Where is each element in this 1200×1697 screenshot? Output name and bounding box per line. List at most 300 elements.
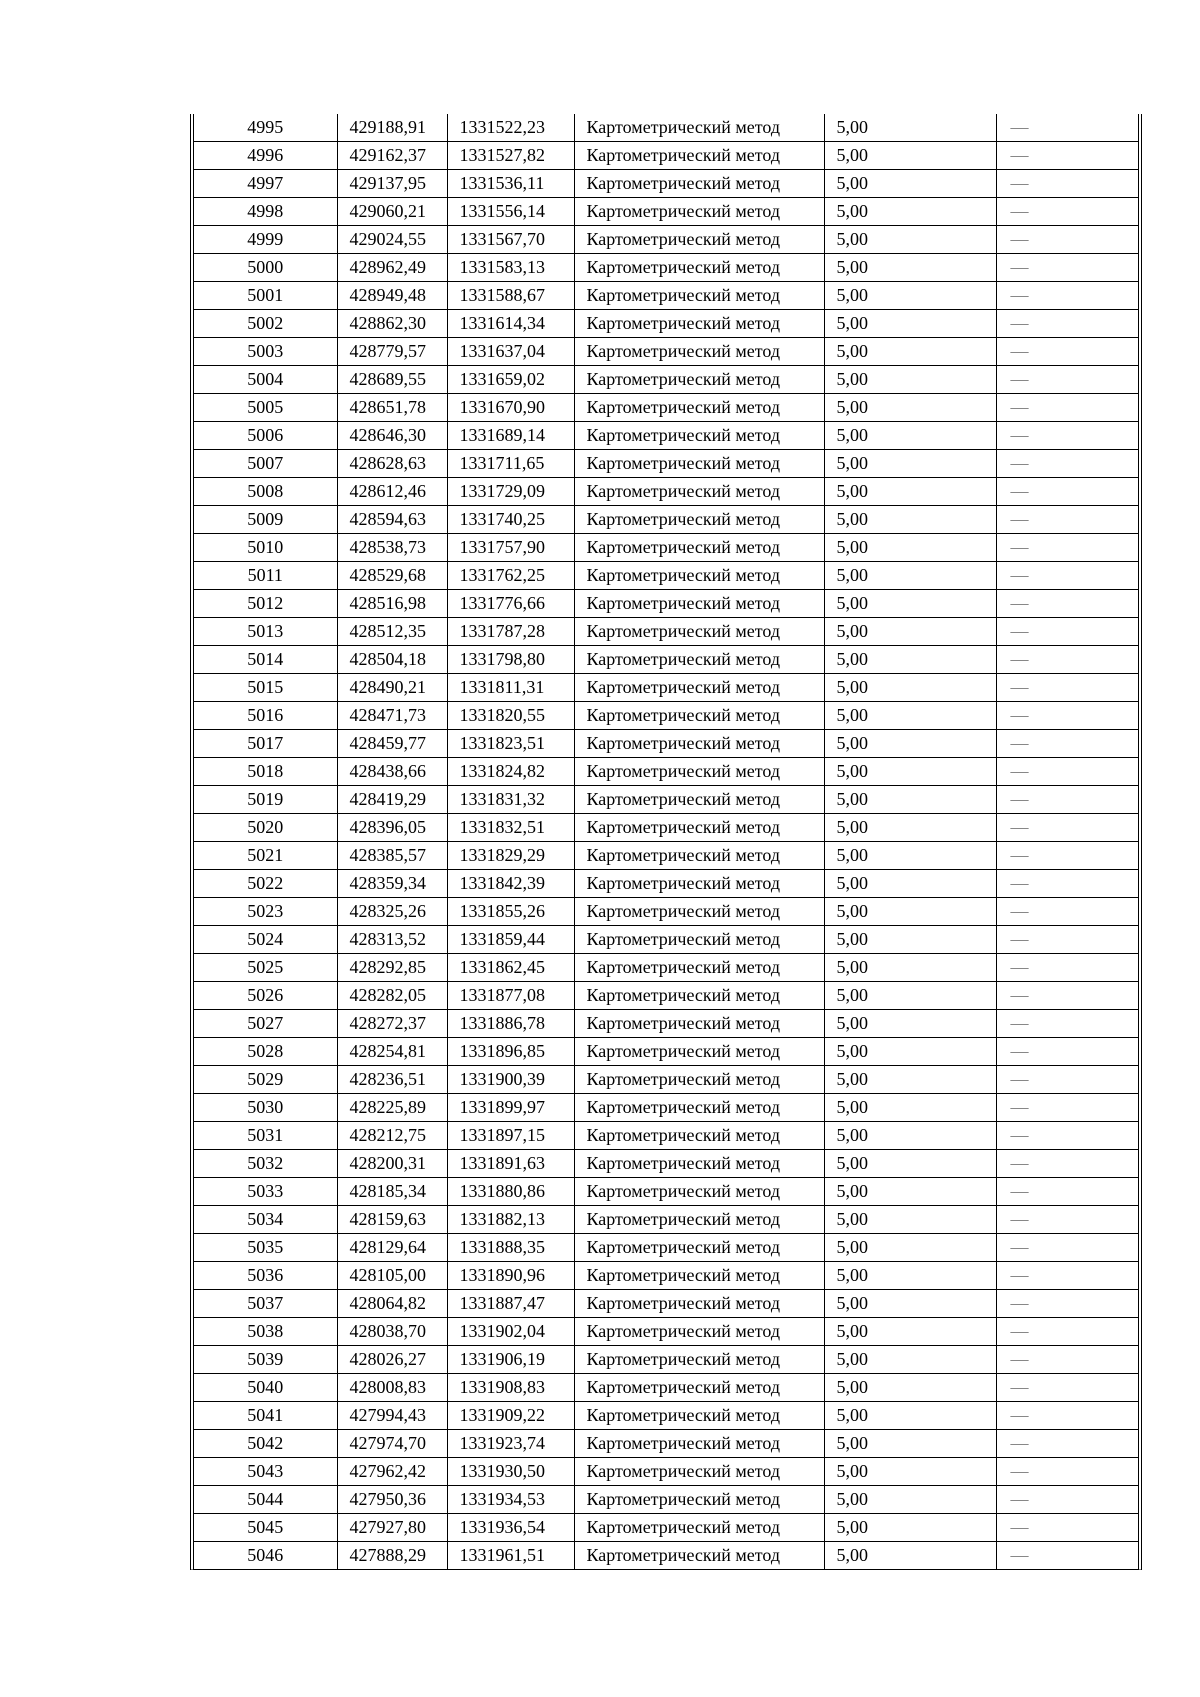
table-row (194, 422, 1138, 450)
point-number-cell: 5035 (194, 1234, 337, 1262)
y-coordinate-cell: 1331896,85 (447, 1038, 574, 1066)
table-row (194, 394, 1138, 422)
method-cell: Картометрический метод (574, 814, 824, 842)
accuracy-cell: 5,00 (824, 1374, 996, 1402)
note-cell: — (996, 898, 1138, 926)
table-row (194, 1374, 1138, 1402)
point-number-cell: 5012 (194, 590, 337, 618)
point-number-cell: 5015 (194, 674, 337, 702)
x-coordinate-cell: 428438,66 (337, 758, 447, 786)
accuracy-cell: 5,00 (824, 758, 996, 786)
table-row (194, 478, 1138, 506)
point-number-cell: 5003 (194, 338, 337, 366)
x-coordinate-cell: 429188,91 (337, 114, 447, 142)
y-coordinate-cell: 1331886,78 (447, 1010, 574, 1038)
table-row (194, 702, 1138, 730)
point-number-cell: 5011 (194, 562, 337, 590)
x-coordinate-cell: 428064,82 (337, 1290, 447, 1318)
note-cell: — (996, 394, 1138, 422)
note-cell: — (996, 366, 1138, 394)
accuracy-cell: 5,00 (824, 898, 996, 926)
table-row (194, 1066, 1138, 1094)
coordinates-table-container (190, 114, 1142, 1570)
accuracy-cell: 5,00 (824, 534, 996, 562)
point-number-cell: 5037 (194, 1290, 337, 1318)
table-row (194, 534, 1138, 562)
method-cell: Картометрический метод (574, 730, 824, 758)
table-row (194, 1486, 1138, 1514)
note-cell: — (996, 590, 1138, 618)
x-coordinate-cell: 427927,80 (337, 1514, 447, 1542)
y-coordinate-cell: 1331588,67 (447, 282, 574, 310)
point-number-cell: 5034 (194, 1206, 337, 1234)
y-coordinate-cell: 1331536,11 (447, 170, 574, 198)
accuracy-cell: 5,00 (824, 702, 996, 730)
note-cell: — (996, 1486, 1138, 1514)
method-cell: Картометрический метод (574, 842, 824, 870)
y-coordinate-cell: 1331880,86 (447, 1178, 574, 1206)
accuracy-cell: 5,00 (824, 282, 996, 310)
x-coordinate-cell: 428612,46 (337, 478, 447, 506)
note-cell: — (996, 1430, 1138, 1458)
table-row (194, 562, 1138, 590)
point-number-cell: 5010 (194, 534, 337, 562)
note-cell: — (996, 1374, 1138, 1402)
point-number-cell: 5022 (194, 870, 337, 898)
y-coordinate-cell: 1331909,22 (447, 1402, 574, 1430)
method-cell: Картометрический метод (574, 254, 824, 282)
x-coordinate-cell: 428185,34 (337, 1178, 447, 1206)
method-cell: Картометрический метод (574, 534, 824, 562)
table-body (194, 114, 1138, 1569)
method-cell: Картометрический метод (574, 1178, 824, 1206)
method-cell: Картометрический метод (574, 1150, 824, 1178)
x-coordinate-cell: 428490,21 (337, 674, 447, 702)
point-number-cell: 5014 (194, 646, 337, 674)
table-row (194, 226, 1138, 254)
point-number-cell: 5016 (194, 702, 337, 730)
note-cell: — (996, 702, 1138, 730)
x-coordinate-cell: 428646,30 (337, 422, 447, 450)
point-number-cell: 5026 (194, 982, 337, 1010)
method-cell: Картометрический метод (574, 870, 824, 898)
accuracy-cell: 5,00 (824, 1038, 996, 1066)
accuracy-cell: 5,00 (824, 394, 996, 422)
method-cell: Картометрический метод (574, 758, 824, 786)
method-cell: Картометрический метод (574, 142, 824, 170)
table-row (194, 170, 1138, 198)
point-number-cell: 5028 (194, 1038, 337, 1066)
note-cell: — (996, 786, 1138, 814)
y-coordinate-cell: 1331906,19 (447, 1346, 574, 1374)
point-number-cell: 5000 (194, 254, 337, 282)
table-row (194, 450, 1138, 478)
note-cell: — (996, 338, 1138, 366)
x-coordinate-cell: 428529,68 (337, 562, 447, 590)
y-coordinate-cell: 1331522,23 (447, 114, 574, 142)
accuracy-cell: 5,00 (824, 1150, 996, 1178)
y-coordinate-cell: 1331842,39 (447, 870, 574, 898)
table-row (194, 310, 1138, 338)
point-number-cell: 5006 (194, 422, 337, 450)
table-row (194, 254, 1138, 282)
accuracy-cell: 5,00 (824, 142, 996, 170)
table-row (194, 1346, 1138, 1374)
x-coordinate-cell: 428313,52 (337, 926, 447, 954)
y-coordinate-cell: 1331900,39 (447, 1066, 574, 1094)
point-number-cell: 5030 (194, 1094, 337, 1122)
table-row (194, 814, 1138, 842)
method-cell: Картометрический метод (574, 282, 824, 310)
method-cell: Картометрический метод (574, 226, 824, 254)
accuracy-cell: 5,00 (824, 422, 996, 450)
point-number-cell: 5013 (194, 618, 337, 646)
accuracy-cell: 5,00 (824, 1206, 996, 1234)
table-row (194, 1122, 1138, 1150)
y-coordinate-cell: 1331961,51 (447, 1542, 574, 1570)
point-number-cell: 5046 (194, 1542, 337, 1570)
note-cell: — (996, 254, 1138, 282)
point-number-cell: 5024 (194, 926, 337, 954)
point-number-cell: 5025 (194, 954, 337, 982)
table-row (194, 646, 1138, 674)
table-row (194, 590, 1138, 618)
y-coordinate-cell: 1331831,32 (447, 786, 574, 814)
y-coordinate-cell: 1331890,96 (447, 1262, 574, 1290)
y-coordinate-cell: 1331798,80 (447, 646, 574, 674)
method-cell: Картометрический метод (574, 1234, 824, 1262)
point-number-cell: 4998 (194, 198, 337, 226)
accuracy-cell: 5,00 (824, 226, 996, 254)
note-cell: — (996, 1010, 1138, 1038)
method-cell: Картометрический метод (574, 1010, 824, 1038)
accuracy-cell: 5,00 (824, 1234, 996, 1262)
table-row (194, 1178, 1138, 1206)
accuracy-cell: 5,00 (824, 1318, 996, 1346)
x-coordinate-cell: 427950,36 (337, 1486, 447, 1514)
method-cell: Картометрический метод (574, 170, 824, 198)
point-number-cell: 5021 (194, 842, 337, 870)
table-row (194, 338, 1138, 366)
accuracy-cell: 5,00 (824, 730, 996, 758)
method-cell: Картометрический метод (574, 926, 824, 954)
table-row (194, 870, 1138, 898)
point-number-cell: 5031 (194, 1122, 337, 1150)
note-cell: — (996, 1150, 1138, 1178)
accuracy-cell: 5,00 (824, 674, 996, 702)
x-coordinate-cell: 428962,49 (337, 254, 447, 282)
method-cell: Картометрический метод (574, 506, 824, 534)
method-cell: Картометрический метод (574, 618, 824, 646)
table-row (194, 618, 1138, 646)
y-coordinate-cell: 1331855,26 (447, 898, 574, 926)
note-cell: — (996, 618, 1138, 646)
y-coordinate-cell: 1331527,82 (447, 142, 574, 170)
note-cell: — (996, 534, 1138, 562)
method-cell: Картометрический метод (574, 422, 824, 450)
method-cell: Картометрический метод (574, 1402, 824, 1430)
x-coordinate-cell: 428419,29 (337, 786, 447, 814)
table-row (194, 1150, 1138, 1178)
point-number-cell: 5033 (194, 1178, 337, 1206)
method-cell: Картометрический метод (574, 478, 824, 506)
table-row (194, 1430, 1138, 1458)
accuracy-cell: 5,00 (824, 310, 996, 338)
point-number-cell: 5027 (194, 1010, 337, 1038)
note-cell: — (996, 1514, 1138, 1542)
table-row (194, 142, 1138, 170)
note-cell: — (996, 562, 1138, 590)
accuracy-cell: 5,00 (824, 1486, 996, 1514)
x-coordinate-cell: 428200,31 (337, 1150, 447, 1178)
method-cell: Картометрический метод (574, 1430, 824, 1458)
accuracy-cell: 5,00 (824, 1514, 996, 1542)
note-cell: — (996, 1178, 1138, 1206)
method-cell: Картометрический метод (574, 1262, 824, 1290)
accuracy-cell: 5,00 (824, 590, 996, 618)
method-cell: Картометрический метод (574, 1206, 824, 1234)
method-cell: Картометрический метод (574, 198, 824, 226)
x-coordinate-cell: 428538,73 (337, 534, 447, 562)
x-coordinate-cell: 428159,63 (337, 1206, 447, 1234)
accuracy-cell: 5,00 (824, 814, 996, 842)
point-number-cell: 5009 (194, 506, 337, 534)
note-cell: — (996, 114, 1138, 142)
table-row (194, 282, 1138, 310)
x-coordinate-cell: 428212,75 (337, 1122, 447, 1150)
x-coordinate-cell: 428254,81 (337, 1038, 447, 1066)
coordinates-table (194, 114, 1138, 1569)
accuracy-cell: 5,00 (824, 954, 996, 982)
note-cell: — (996, 926, 1138, 954)
y-coordinate-cell: 1331824,82 (447, 758, 574, 786)
point-number-cell: 5029 (194, 1066, 337, 1094)
table-row (194, 1402, 1138, 1430)
x-coordinate-cell: 427962,42 (337, 1458, 447, 1486)
accuracy-cell: 5,00 (824, 1066, 996, 1094)
note-cell: — (996, 730, 1138, 758)
method-cell: Картометрический метод (574, 646, 824, 674)
y-coordinate-cell: 1331711,65 (447, 450, 574, 478)
accuracy-cell: 5,00 (824, 1010, 996, 1038)
x-coordinate-cell: 428282,05 (337, 982, 447, 1010)
point-number-cell: 5007 (194, 450, 337, 478)
table-row (194, 1542, 1138, 1570)
x-coordinate-cell: 428026,27 (337, 1346, 447, 1374)
y-coordinate-cell: 1331934,53 (447, 1486, 574, 1514)
note-cell: — (996, 1066, 1138, 1094)
table-row (194, 1094, 1138, 1122)
point-number-cell: 5017 (194, 730, 337, 758)
y-coordinate-cell: 1331811,31 (447, 674, 574, 702)
method-cell: Картометрический метод (574, 394, 824, 422)
x-coordinate-cell: 428628,63 (337, 450, 447, 478)
accuracy-cell: 5,00 (824, 1122, 996, 1150)
accuracy-cell: 5,00 (824, 982, 996, 1010)
y-coordinate-cell: 1331659,02 (447, 366, 574, 394)
y-coordinate-cell: 1331689,14 (447, 422, 574, 450)
method-cell: Картометрический метод (574, 562, 824, 590)
point-number-cell: 5041 (194, 1402, 337, 1430)
y-coordinate-cell: 1331823,51 (447, 730, 574, 758)
note-cell: — (996, 1542, 1138, 1570)
x-coordinate-cell: 428512,35 (337, 618, 447, 646)
y-coordinate-cell: 1331862,45 (447, 954, 574, 982)
method-cell: Картометрический метод (574, 1122, 824, 1150)
y-coordinate-cell: 1331902,04 (447, 1318, 574, 1346)
table-row (194, 786, 1138, 814)
point-number-cell: 5023 (194, 898, 337, 926)
accuracy-cell: 5,00 (824, 1346, 996, 1374)
method-cell: Картометрический метод (574, 366, 824, 394)
x-coordinate-cell: 428129,64 (337, 1234, 447, 1262)
method-cell: Картометрический метод (574, 310, 824, 338)
point-number-cell: 5008 (194, 478, 337, 506)
method-cell: Картометрический метод (574, 1038, 824, 1066)
x-coordinate-cell: 428516,98 (337, 590, 447, 618)
table-row (194, 1514, 1138, 1542)
accuracy-cell: 5,00 (824, 1430, 996, 1458)
x-coordinate-cell: 428105,00 (337, 1262, 447, 1290)
point-number-cell: 5005 (194, 394, 337, 422)
x-coordinate-cell: 428396,05 (337, 814, 447, 842)
x-coordinate-cell: 428459,77 (337, 730, 447, 758)
point-number-cell: 5044 (194, 1486, 337, 1514)
accuracy-cell: 5,00 (824, 114, 996, 142)
note-cell: — (996, 310, 1138, 338)
method-cell: Картометрический метод (574, 1346, 824, 1374)
y-coordinate-cell: 1331740,25 (447, 506, 574, 534)
accuracy-cell: 5,00 (824, 506, 996, 534)
accuracy-cell: 5,00 (824, 1262, 996, 1290)
y-coordinate-cell: 1331908,83 (447, 1374, 574, 1402)
accuracy-cell: 5,00 (824, 198, 996, 226)
table-row (194, 506, 1138, 534)
note-cell: — (996, 1234, 1138, 1262)
x-coordinate-cell: 429024,55 (337, 226, 447, 254)
x-coordinate-cell: 428504,18 (337, 646, 447, 674)
method-cell: Картометрический метод (574, 114, 824, 142)
accuracy-cell: 5,00 (824, 1290, 996, 1318)
method-cell: Картометрический метод (574, 674, 824, 702)
table-row (194, 730, 1138, 758)
note-cell: — (996, 842, 1138, 870)
table-row (194, 674, 1138, 702)
point-number-cell: 5004 (194, 366, 337, 394)
y-coordinate-cell: 1331614,34 (447, 310, 574, 338)
point-number-cell: 5019 (194, 786, 337, 814)
accuracy-cell: 5,00 (824, 786, 996, 814)
point-number-cell: 5043 (194, 1458, 337, 1486)
point-number-cell: 4995 (247, 117, 284, 137)
y-coordinate-cell: 1331820,55 (447, 702, 574, 730)
note-cell: — (996, 1122, 1138, 1150)
accuracy-cell: 5,00 (824, 926, 996, 954)
y-coordinate-cell: 1331829,29 (447, 842, 574, 870)
note-cell: — (996, 1262, 1138, 1290)
x-coordinate-cell: 428385,57 (337, 842, 447, 870)
accuracy-cell: 5,00 (824, 1094, 996, 1122)
x-coordinate-cell: 428236,51 (337, 1066, 447, 1094)
note-cell: — (996, 1038, 1138, 1066)
method-cell: Картометрический метод (574, 1486, 824, 1514)
table-row (194, 1038, 1138, 1066)
point-number-cell: 5045 (194, 1514, 337, 1542)
note-cell: — (996, 954, 1138, 982)
table-row (194, 366, 1138, 394)
x-coordinate-cell: 429060,21 (337, 198, 447, 226)
table-row (194, 954, 1138, 982)
point-number-cell: 5032 (194, 1150, 337, 1178)
table-row (194, 1458, 1138, 1486)
accuracy-cell: 5,00 (824, 1178, 996, 1206)
y-coordinate-cell: 1331787,28 (447, 618, 574, 646)
x-coordinate-cell: 428325,26 (337, 898, 447, 926)
table-row (194, 1318, 1138, 1346)
x-coordinate-cell: 428689,55 (337, 366, 447, 394)
accuracy-cell: 5,00 (824, 562, 996, 590)
method-cell: Картометрический метод (574, 982, 824, 1010)
accuracy-cell: 5,00 (824, 366, 996, 394)
note-cell: — (996, 870, 1138, 898)
x-coordinate-cell: 429162,37 (337, 142, 447, 170)
note-cell: — (996, 1318, 1138, 1346)
table-row (194, 758, 1138, 786)
y-coordinate-cell: 1331776,66 (447, 590, 574, 618)
y-coordinate-cell: 1331637,04 (447, 338, 574, 366)
point-number-cell: 5039 (194, 1346, 337, 1374)
table-row (194, 1234, 1138, 1262)
x-coordinate-cell: 428779,57 (337, 338, 447, 366)
y-coordinate-cell: 1331936,54 (447, 1514, 574, 1542)
x-coordinate-cell: 428008,83 (337, 1374, 447, 1402)
note-cell: — (996, 198, 1138, 226)
table-row (194, 1010, 1138, 1038)
note-cell: — (996, 450, 1138, 478)
point-number-cell: 4999 (194, 226, 337, 254)
y-coordinate-cell: 1331762,25 (447, 562, 574, 590)
method-cell: Картометрический метод (574, 450, 824, 478)
note-cell: — (996, 226, 1138, 254)
x-coordinate-cell: 428471,73 (337, 702, 447, 730)
point-number-cell: 5018 (194, 758, 337, 786)
point-number-cell: 5036 (194, 1262, 337, 1290)
note-cell: — (996, 282, 1138, 310)
y-coordinate-cell: 1331897,15 (447, 1122, 574, 1150)
table-row (194, 1206, 1138, 1234)
note-cell: — (996, 814, 1138, 842)
x-coordinate-cell: 428862,30 (337, 310, 447, 338)
accuracy-cell: 5,00 (824, 1458, 996, 1486)
y-coordinate-cell: 1331832,51 (447, 814, 574, 842)
y-coordinate-cell: 1331930,50 (447, 1458, 574, 1486)
point-number-cell: 5042 (194, 1430, 337, 1458)
table-row (194, 898, 1138, 926)
x-coordinate-cell: 428359,34 (337, 870, 447, 898)
x-coordinate-cell: 428272,37 (337, 1010, 447, 1038)
y-coordinate-cell: 1331729,09 (447, 478, 574, 506)
accuracy-cell: 5,00 (824, 618, 996, 646)
table-row (194, 1290, 1138, 1318)
point-number-cell: 5002 (194, 310, 337, 338)
x-coordinate-cell: 428949,48 (337, 282, 447, 310)
accuracy-cell: 5,00 (824, 842, 996, 870)
method-cell: Картометрический метод (574, 1290, 824, 1318)
accuracy-cell: 5,00 (824, 170, 996, 198)
x-coordinate-cell: 427994,43 (337, 1402, 447, 1430)
method-cell: Картометрический метод (574, 338, 824, 366)
note-cell: — (996, 506, 1138, 534)
